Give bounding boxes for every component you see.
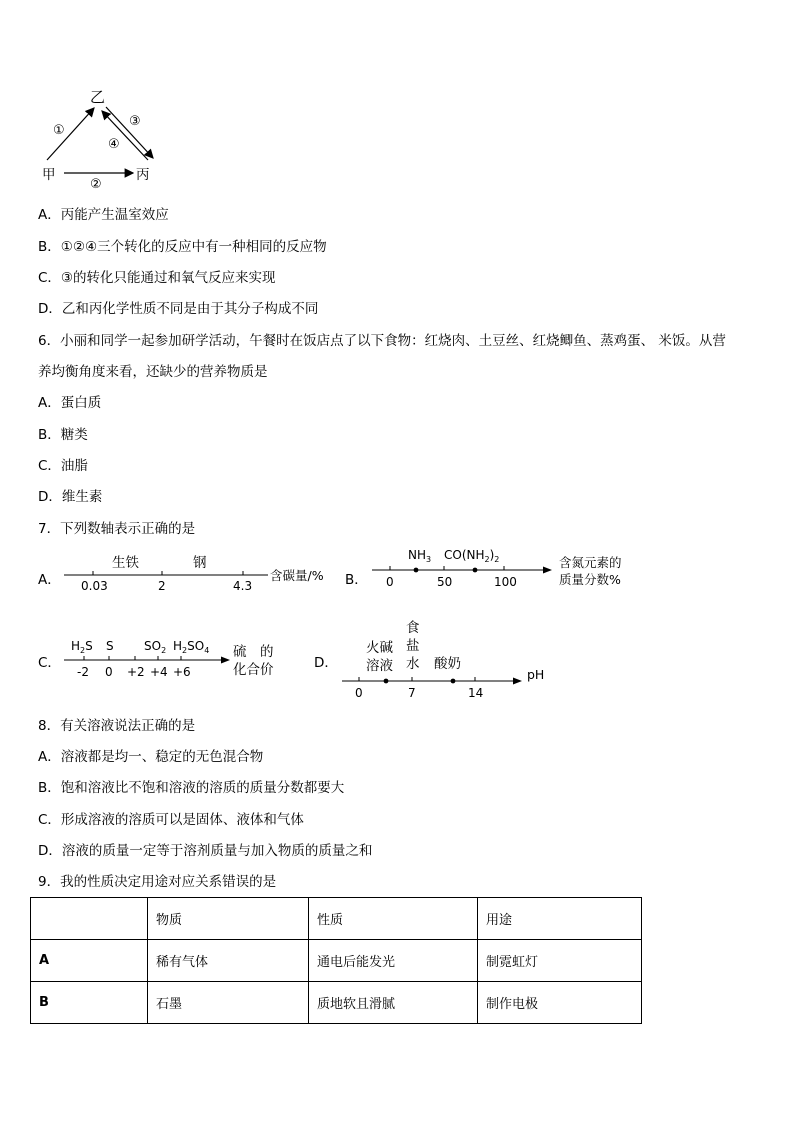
table-cell: 制霓虹灯 <box>478 940 642 982</box>
q7-b-tick-label: 100 <box>494 575 517 589</box>
table-cell: 通电后能发光 <box>309 940 478 982</box>
q7-d-label-yogurt: 酸奶 <box>434 656 461 672</box>
q7-a-number-line <box>60 548 345 596</box>
q5-option-a: A．丙能产生温室效应 <box>38 207 169 223</box>
q7-c-axis-label-line1: 硫 的 <box>233 644 274 660</box>
q7-d-tick-label: 14 <box>468 686 484 700</box>
node-bing: 丙 <box>136 167 150 183</box>
q7-d-axis-arrow <box>513 678 522 685</box>
q7-c-tick-label: +6 <box>173 665 191 679</box>
table-cell: A <box>31 940 148 982</box>
table-row <box>31 982 642 1024</box>
q7-b-axis-label-line2: 质量分数% <box>559 572 621 587</box>
q8-option-c: C．形成溶液的溶质可以是固体、液体和气体 <box>38 812 304 828</box>
q7-b-label-nh3: $NH_3$ <box>408 548 432 564</box>
table-cell: 质地软且滑腻 <box>309 982 478 1024</box>
table-header-row <box>31 898 642 940</box>
q7-a-letter: A． <box>38 572 61 588</box>
arrow-4 <box>102 111 148 160</box>
label-4: ④ <box>108 137 120 152</box>
table-cell: 稀有气体 <box>148 940 309 982</box>
q7-d-label-saltwater-line3: 水 <box>406 656 420 672</box>
table-row <box>31 940 642 982</box>
q7-stem: 7．下列数轴表示正确的是 <box>38 521 196 537</box>
q7-b-number-line <box>368 541 643 596</box>
q7-a-tick-label: 2 <box>158 579 166 593</box>
q7-a-tick-label: 4.3 <box>233 579 253 593</box>
q7-d-label-caustic-soda-line2: 溶液 <box>366 658 393 674</box>
q8-option-a: A．溶液都是均一、稳定的无色混合物 <box>38 749 264 765</box>
q7-b-axis-arrow <box>543 567 552 574</box>
q7-c-number-line <box>60 634 285 684</box>
q7-b-label-urea: $CO(NH_2)_2$ <box>444 548 500 564</box>
q7-a-label-steel: 钢 <box>193 555 207 571</box>
q7-c-label-s: S <box>106 639 114 653</box>
q6-stem-line1: 6．小丽和同学一起参加研学活动，午餐时在饭店点了以下食物：红烧肉、土豆丝、红烧鲫鱼、蒸鸡蛋、 米饭。从营 <box>38 333 726 349</box>
q7-c-tick-label: +2 <box>127 665 145 679</box>
q5-option-b: B．①②④三个转化的反应中有一种相同的反应物 <box>38 239 327 255</box>
q7-c-label-so2: $SO_2$ <box>144 639 167 655</box>
q7-d-label-saltwater-line1: 食 <box>406 620 420 636</box>
q6-option-b: B．糖类 <box>38 427 88 443</box>
label-3: ③ <box>129 114 141 129</box>
q7-b-point-urea <box>473 568 478 573</box>
q7-c-label-h2so4: $H_2SO_4$ <box>173 639 210 655</box>
q7-c-label-h2s: $H_2S$ <box>71 639 93 655</box>
q6-stem-line2: 养均衡角度来看，还缺少的营养物质是 <box>38 364 268 380</box>
q7-a-tick-label: 0.03 <box>81 579 108 593</box>
node-yi: 乙 <box>90 88 106 106</box>
header-cell-substance: 物质 <box>148 898 309 940</box>
q7-a-label-pig-iron: 生铁 <box>112 555 139 571</box>
q9-table <box>30 897 642 1024</box>
q7-d-point-caustic-soda <box>384 679 389 684</box>
q7-d-letter: D． <box>314 655 338 671</box>
table-cell: 石墨 <box>148 982 309 1024</box>
q6-option-a: A．蛋白质 <box>38 395 102 411</box>
table-cell: 制作电极 <box>478 982 642 1024</box>
q6-option-c: C．油脂 <box>38 458 88 474</box>
header-cell-use: 用途 <box>478 898 642 940</box>
q7-d-tick-label: 0 <box>355 686 363 700</box>
q7-b-point-nh3 <box>414 568 419 573</box>
q7-d-point-yogurt <box>451 679 456 684</box>
q5-option-c: C．③的转化只能通过和氧气反应来实现 <box>38 270 276 286</box>
q7-a-axis-label: 含碳量/% <box>270 568 324 583</box>
q7-c-tick-label: -2 <box>77 665 89 679</box>
header-cell-empty <box>31 898 148 940</box>
q7-b-tick-label: 50 <box>437 575 453 589</box>
q7-d-axis-label: pH <box>527 667 545 682</box>
label-1: ① <box>53 123 65 138</box>
q7-d-label-saltwater-line2: 盐 <box>406 638 420 654</box>
q7-b-axis-label-line1: 含氮元素的 <box>559 555 622 570</box>
q8-option-b: B．饱和溶液比不饱和溶液的溶质的质量分数都要大 <box>38 780 345 796</box>
q7-d-label-caustic-soda-line1: 火碱 <box>366 640 393 656</box>
q7-c-axis-label-line2: 化合价 <box>233 662 274 678</box>
table-cell: B <box>31 982 148 1024</box>
conversion-diagram <box>36 84 166 192</box>
q7-c-axis-arrow <box>221 657 230 664</box>
q7-d-number-line <box>338 616 558 701</box>
q8-option-d: D．溶液的质量一定等于溶剂质量与加入物质的质量之和 <box>38 843 373 859</box>
header-cell-property: 性质 <box>309 898 478 940</box>
q9-stem: 9．我的性质决定用途对应关系错误的是 <box>38 874 277 890</box>
node-jia: 甲 <box>42 167 56 183</box>
q6-option-d: D．维生素 <box>38 489 103 505</box>
q7-b-tick-label: 0 <box>386 575 394 589</box>
q7-d-tick-label: 7 <box>408 686 416 700</box>
q7-c-tick-label: +4 <box>150 665 168 679</box>
q5-option-d: D．乙和丙化学性质不同是由于其分子构成不同 <box>38 301 319 317</box>
q8-stem: 8．有关溶液说法正确的是 <box>38 718 196 734</box>
q7-b-letter: B． <box>345 572 368 588</box>
q7-c-tick-label: 0 <box>105 665 113 679</box>
q7-c-letter: C． <box>38 655 61 671</box>
label-2: ② <box>90 177 102 192</box>
